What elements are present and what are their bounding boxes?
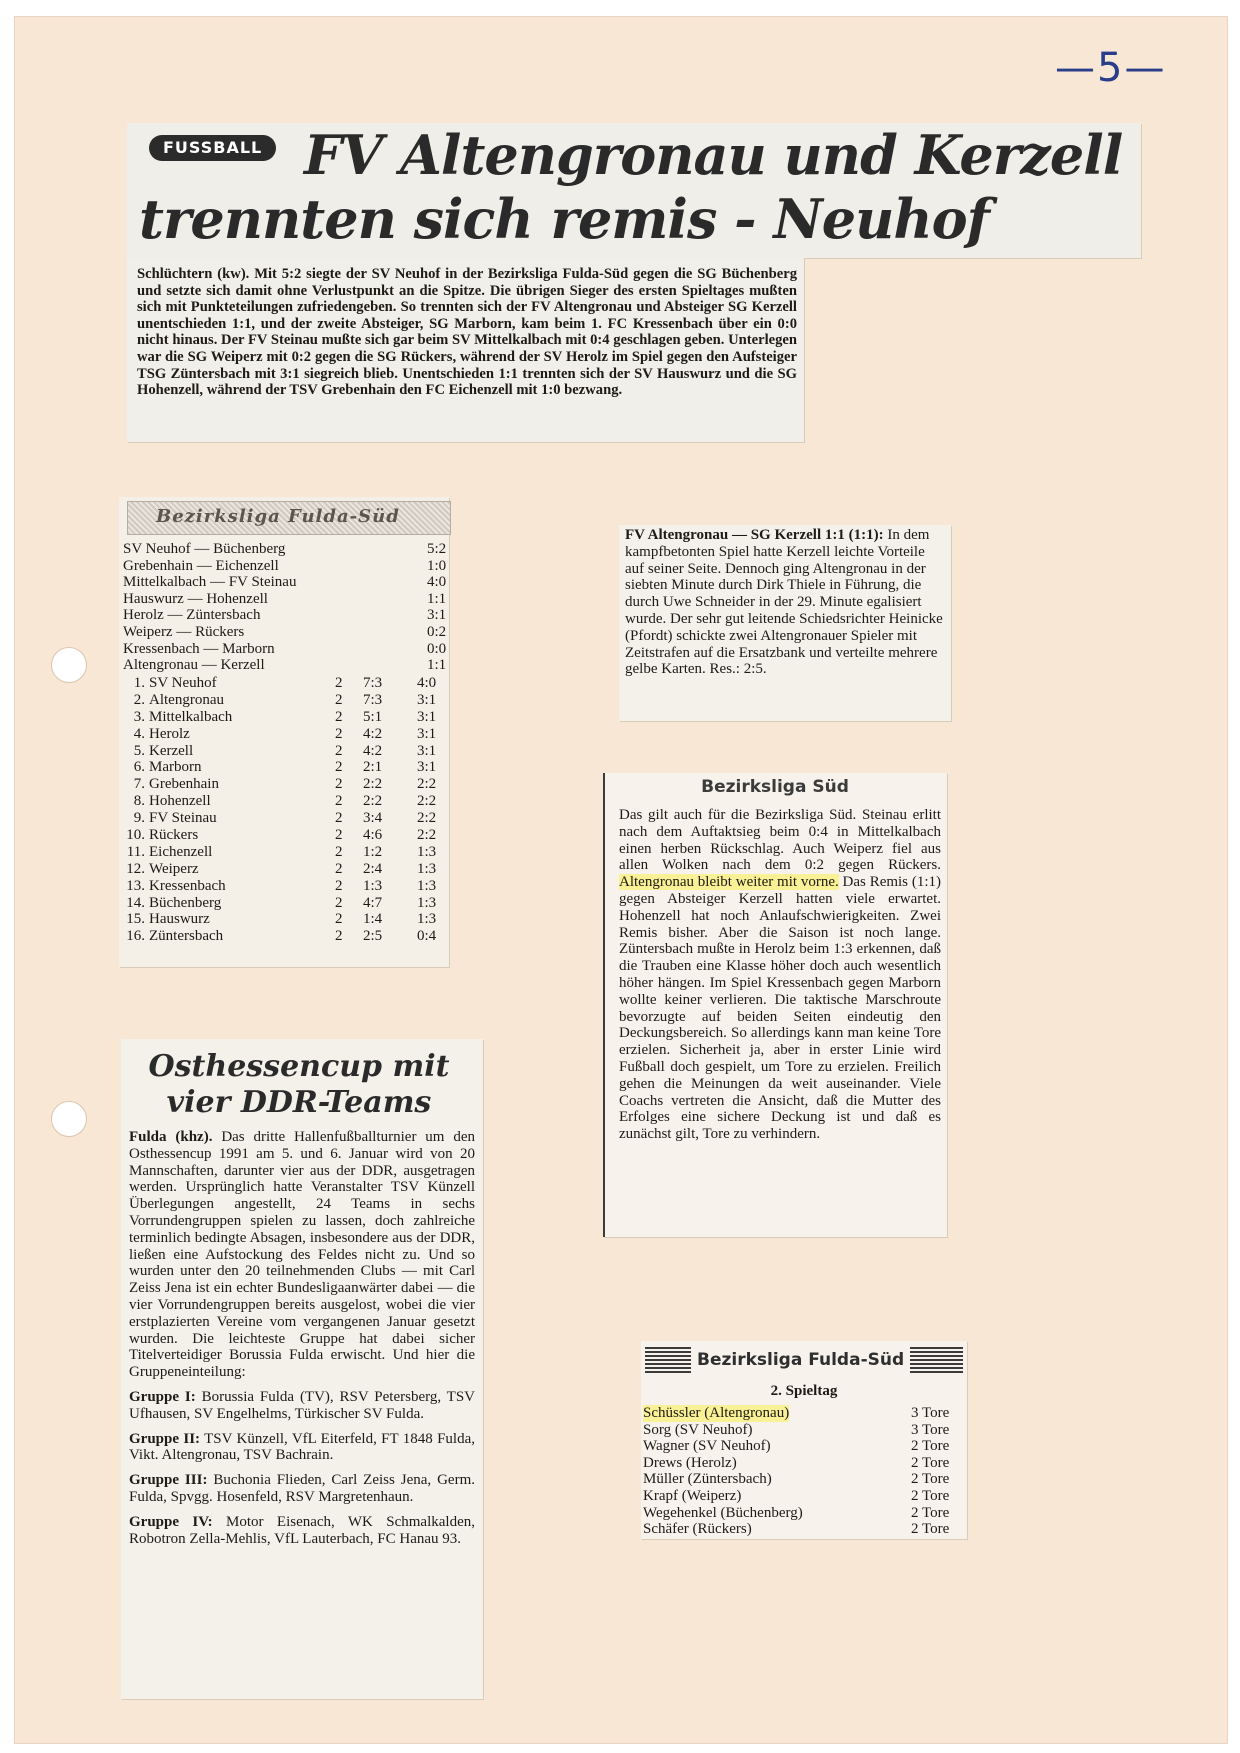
scorer-name: Schäfer (Rückers) [643,1521,752,1538]
standings-team: Herolz [149,725,190,742]
match-report-clipping [619,525,951,721]
cup-group-label: Gruppe I: [129,1388,196,1405]
standings-games: 2 [335,810,343,827]
cup-group-label: Gruppe II: [129,1430,201,1447]
scorer-name: Sorg (SV Neuhof) [643,1421,753,1438]
standings-row [123,692,449,709]
standings-points: 1:3 [417,877,437,894]
section-badge: FUSSBALL [149,135,276,161]
scorer-row [643,1505,965,1522]
standings-goals: 1:2 [363,843,383,860]
standings-goals: 4:2 [363,725,383,742]
cup-article-clipping [121,1039,483,1699]
lead-clipping [127,258,804,442]
cup-intro [129,1129,475,1381]
standings-row [123,675,449,692]
standings-goals: 4:6 [363,827,383,844]
standings-row [123,895,449,912]
standings-position: 7. [133,776,145,793]
match-report [625,527,947,678]
cup-headline [129,1049,469,1121]
scorer-name: Drews (Herolz) [643,1454,737,1471]
cup-headline-line-1: Osthessencup mit [148,1049,450,1084]
standings-goals: 1:3 [363,877,383,894]
cup-group [129,1431,475,1465]
scorer-goals: 2 Tore [911,1487,950,1504]
standings-games: 2 [335,776,343,793]
standings-row [123,709,449,726]
standings-row [123,743,449,760]
result-score: 4:0 [427,574,447,591]
standings-goals: 4:2 [363,742,383,759]
standings-row [123,810,449,827]
result-match: Grebenhain — Eichenzell [123,557,279,574]
standings-position: 2. [133,691,145,708]
lead-paragraph: Schlüchtern (kw). Mit 5:2 siegte der SV Neuhof in der Bezirksliga Fulda-Süd gegen die SG Büchenberg und setzte sich damit ohne Verlustpunkt an die Spitze. Die übrigen Sieger des ersten Spieltages mußten sich mit Punkteteilungen zufriedengeben. So trennten sich der FV Altengronau und Absteiger SG Kerzell unentschieden 1:1, und der zweite Absteiger, SG Marborn, kam beim 1. FC Kressenbach über ein 0:0 nicht hinaus. Der FV Steinau mußte sich gar beim SV Mittelkalbach mit 0:4 geschlagen geben. Unterlegen war die SG Weiperz mit 0:2 gegen die SG Rückers, während der SV Herolz im Spiel gegen den Aufsteiger TSG Züntersbach mit 3:1 siegreich blieb. Unentschieden 1:1 trennten sich der SV Hauswurz und die SG Hohenzell, während der TSV Grebenhain den FC Eichenzell mit 1:0 bezwang. [137,266,797,399]
standings-points: 2:2 [417,827,437,844]
commentary-body [619,807,941,1143]
standings-position: 10. [126,827,145,844]
standings-games: 2 [335,759,343,776]
standings-team: Hohenzell [149,793,211,810]
standings-goals: 4:7 [363,894,383,911]
standings-position: 14. [126,894,145,911]
standings-position: 11. [126,843,145,860]
standings-points: 1:3 [417,843,437,860]
result-match: Kressenbach — Marborn [123,640,275,657]
standings-points: 2:2 [417,810,437,827]
page-number: —5— [1055,45,1167,91]
result-match: Altengronau — Kerzell [123,657,265,674]
standings-list [123,675,449,945]
standings-row [123,793,449,810]
scorer-name: Krapf (Weiperz) [643,1487,742,1504]
standings-points: 1:3 [417,911,437,928]
scorer-name: Wegehenkel (Büchenberg) [643,1504,803,1521]
punch-hole [51,647,87,683]
headline-line-1: FV Altengronau und Kerzell [304,123,1123,187]
standings-games: 2 [335,691,343,708]
standings-goals: 5:1 [363,708,383,725]
cup-group-label: Gruppe III: [129,1472,208,1489]
standings-goals: 2:1 [363,759,383,776]
scrapbook-page [14,16,1228,1744]
result-row [123,591,449,608]
scorers-banner-title: Bezirksliga Fulda-Süd [691,1347,910,1373]
result-match: Mittelkalbach — FV Steinau [123,574,297,591]
scorer-row [643,1438,965,1455]
standings-points: 3:1 [417,759,437,776]
standings-games: 2 [335,928,343,945]
standings-row [123,827,449,844]
cup-group-teams: Borussia Fulda (TV), RSV Petersberg, TSV Ufhausen, SV Engelhelms, Türkischer SV Fulda. [129,1388,476,1422]
league-commentary-clipping [603,773,947,1237]
standings-position: 4. [133,725,145,742]
standings-team: Kerzell [149,742,194,759]
standings-team: Grebenhain [149,776,219,793]
standings-points: 2:2 [417,776,437,793]
standings-points: 4:0 [417,675,437,691]
standings-games: 2 [335,725,343,742]
league-table-clipping [119,497,449,967]
scorer-name: Wagner (SV Neuhof) [643,1438,771,1455]
scorer-row [643,1488,965,1505]
result-score: 1:1 [427,590,447,607]
standings-team: Eichenzell [149,843,213,860]
cup-article-body [129,1129,475,1547]
standings-points: 2:2 [417,793,437,810]
result-match: Hauswurz — Hohenzell [123,590,268,607]
headline-clipping [127,123,1141,258]
scorers-subtitle: 2. Spieltag [770,1383,838,1399]
standings-games: 2 [335,708,343,725]
cup-headline-line-2: vier DDR-Teams [166,1085,432,1120]
result-score: 0:0 [427,640,447,657]
scorer-row [643,1471,965,1488]
result-match: Herolz — Züntersbach [123,607,261,624]
result-row [123,574,449,591]
standings-goals: 2:5 [363,928,383,945]
standings-position: 5. [133,742,145,759]
scorers-clipping [641,1341,967,1539]
punch-hole [51,1101,87,1137]
cup-group-teams: TSV Künzell, VfL Eiterfeld, FT 1848 Fulda, Vikt. Altengronau, TSV Bachrain. [129,1430,475,1464]
standings-goals: 1:4 [363,911,383,928]
standings-points: 0:4 [417,928,437,945]
scorer-name: Müller (Züntersbach) [643,1471,772,1488]
scorer-goals: 2 Tore [911,1454,950,1471]
standings-team: Züntersbach [149,928,224,945]
standings-games: 2 [335,742,343,759]
scorer-row [643,1422,965,1439]
standings-position: 3. [133,708,145,725]
standings-points: 1:3 [417,894,437,911]
standings-position: 6. [133,759,145,776]
table-banner-title: Bezirksliga Fulda-Süd [156,506,400,527]
standings-points: 3:1 [417,691,437,708]
highlighted-sentence: Altengronau bleibt weiter mit vorne. [619,874,839,891]
cup-group [129,1389,475,1423]
standings-team: Kressenbach [149,877,226,894]
result-score: 3:1 [427,607,447,624]
result-score: 1:1 [427,657,447,674]
cup-dateline: Fulda (khz). [129,1129,213,1145]
result-row [123,641,449,658]
standings-games: 2 [335,793,343,810]
commentary-text-start: Das gilt auch für die Bezirksliga Süd. Steinau erlitt nach dem Auftaktsieg beim 0:4 in Mittelkalbach einen herben Rückschlag. Auch Weiperz fiel aus allen Wolken nach dem 0:2 gegen Rückers. [619,807,941,874]
standings-goals: 2:4 [363,860,383,877]
table-banner [127,501,451,535]
scorer-goals: 3 Tore [911,1421,950,1438]
scorers-banner [645,1347,963,1373]
standings-games: 2 [335,827,343,844]
scorer-goals: 2 Tore [911,1471,950,1488]
standings-team: Marborn [149,759,202,776]
standings-team: Weiperz [149,860,199,877]
result-row [123,657,449,674]
standings-goals: 7:3 [363,675,383,691]
headline-line-2: trennten sich remis - Neuhof [139,187,989,251]
cup-group [129,1472,475,1506]
scorer-row [643,1455,965,1472]
standings-team: Altengronau [149,691,224,708]
result-score: 5:2 [427,541,447,557]
result-score: 0:2 [427,623,447,640]
cup-group-teams: Motor Eisenach, WK Schmalkalden, Robotron Zella-Mehlis, VfL Lauterbach, FC Hanau 93. [129,1513,475,1547]
standings-games: 2 [335,843,343,860]
standings-team: Mittelkalbach [149,708,233,725]
standings-goals: 2:2 [363,793,383,810]
standings-row [123,759,449,776]
match-report-heading: FV Altengronau — SG Kerzell 1:1 (1:1): [625,527,884,543]
standings-games: 2 [335,911,343,928]
scorer-goals: 3 Tore [911,1405,950,1421]
standings-row [123,776,449,793]
result-row [123,624,449,641]
standings-team: FV Steinau [149,810,217,827]
scorer-goals: 2 Tore [911,1504,950,1521]
scorers-list [643,1405,965,1538]
match-report-text: In dem kampfbetonten Spiel hatte Kerzell leichte Vorteile auf seiner Seite. Dennoch ging Altengronau in der siebten Minute durch Dirk Thiele in Führung, die durch Uwe Schneider in der 29. Minute egalisiert wurde. Der sehr gut leitende Schiedsrichter Heinicke (Pfordt) schickte zwei Altengronauer Spieler mit Zeitstrafen auf die Ersatzbank und verteilte mehrere gelbe Karten. Res.: 2:5. [625,527,943,678]
result-row [123,558,449,575]
standings-goals: 2:2 [363,776,383,793]
standings-position: 15. [126,911,145,928]
standings-goals: 3:4 [363,810,383,827]
cup-group [129,1514,475,1548]
cup-intro-text: Das dritte Hallenfußballturnier um den Osthessencup 1991 am 5. und 6. Januar wird von 20 Mannschaften, darunter vier aus der DDR, ausgetragen werden. Ursprünglich hatte Veranstalter TSV Künzell Überlegungen angestellt, 24 Teams in sechs Vorrundengruppen spielen zu lassen, doch zahlreiche terminlich bedingte Absagen, insbesondere aus der DDR, ließen eine Aufstockung des Feldes nicht zu. Und so wurden unter den 20 teilnehmenden Clubs — mit Carl Zeiss Jena ist ein echter Bundesligaanwärter dabei — die vier Vorrundengruppen bereits ausgelost, wobei die vier erstplazierten Vereine vom vergangenen Januar gesetzt wurden. Die leichteste Gruppe hat dabei sicher Titelverteidiger Borussia Fulda erwischt. Und hier die Gruppeneinteilung: [129,1129,475,1381]
standings-position: 16. [126,928,145,945]
standings-goals: 7:3 [363,691,383,708]
standings-points: 3:1 [417,742,437,759]
commentary-title: Bezirksliga Süd [701,777,849,797]
standings-position: 12. [126,860,145,877]
result-row [123,541,449,558]
commentary-text-end: Das Remis (1:1) gegen Absteiger Kerzell hatten viele erwartet. Hohenzell hat noch Anlaufschwierigkeiten. Zwei Remis bisher. Aber die Saison ist noch lange. Züntersbach mußte in Herolz beim 1:3 erkennen, daß die Trauben eine Klasse höher doch auch wesentlich höher hängen. Im Spiel Kressenbach gegen Marborn wollte keiner verlieren. Die taktische Marschroute bevorzugte auf beiden Seiten eindeutig den Deckungsbereich. So allerdings kann man keine Tore erzielen. Sicherheit ja, aber in erster Linie wird Fußball doch gespielt, um Tore zu erzielen. Freilich gehen die Meinungen da weit auseinander. Viele Coachs vertreten die Ansicht, daß die Mutter des Erfolges eine sichere Deckung ist und daß es zunächst gilt, Tore zu verhindern. [619,874,941,1143]
standings-position: 9. [133,810,145,827]
scorer-row [643,1521,965,1538]
results-list [123,541,449,674]
standings-row [123,844,449,861]
scorer-goals: 2 Tore [911,1521,950,1538]
standings-points: 1:3 [417,860,437,877]
scorer-name: Schüssler (Altengronau) [643,1405,790,1421]
cup-group-label: Gruppe IV: [129,1513,213,1530]
standings-games: 2 [335,877,343,894]
standings-games: 2 [335,894,343,911]
standings-team: SV Neuhof [149,675,217,691]
standings-row [123,928,449,945]
standings-row [123,911,449,928]
standings-team: Hauswurz [149,911,210,928]
standings-points: 3:1 [417,708,437,725]
standings-team: Büchenberg [149,894,222,911]
scorer-row [643,1405,965,1422]
result-match: Weiperz — Rückers [123,623,245,640]
cup-group-teams: Buchonia Flieden, Carl Zeiss Jena, Germ. Fulda, Spvgg. Hosenfeld, RSV Margretenhaun. [129,1472,475,1505]
standings-row [123,861,449,878]
result-row [123,607,449,624]
standings-row [123,726,449,743]
scorer-goals: 2 Tore [911,1438,950,1455]
standings-games: 2 [335,860,343,877]
standings-position: 8. [133,793,145,810]
standings-row [123,878,449,895]
standings-points: 3:1 [417,725,437,742]
standings-team: Rückers [149,827,199,844]
result-score: 1:0 [427,557,447,574]
standings-position: 13. [126,877,145,894]
standings-position: 1. [133,675,145,691]
standings-games: 2 [335,675,343,691]
result-match: SV Neuhof — Büchenberg [123,541,286,557]
